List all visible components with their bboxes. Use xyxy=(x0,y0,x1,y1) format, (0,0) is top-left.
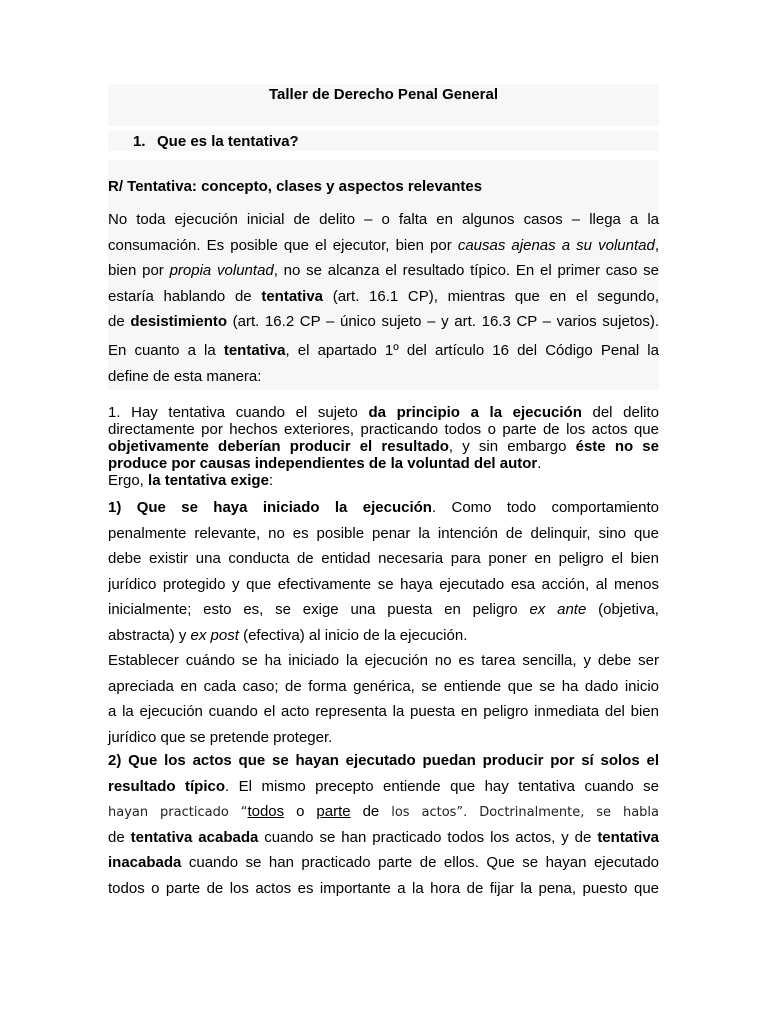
text-line: apreciada en cada caso; de forma genérica, se entiende que se ha dado inicio xyxy=(108,677,659,695)
text-line: inicialmente; esto es, se exige una puesta en peligro ex ante (objetiva, xyxy=(108,601,659,618)
legal-quote xyxy=(108,404,659,489)
document-title: Taller de Derecho Penal General xyxy=(269,86,498,103)
answer-heading: R/ Tentativa: concepto, clases y aspectos relevantes xyxy=(108,178,483,195)
text-line: de desistimiento (art. 16.2 CP – único sujeto – y art. 16.3 CP – varios sujetos). xyxy=(108,313,659,330)
text-line: 1) Que se haya iniciado la ejecución. Como todo comportamiento xyxy=(108,499,659,516)
text-line: Establecer cuándo se ha iniciado la ejecución no es tarea sencilla, y debe ser xyxy=(108,652,659,669)
text-line: objetivamente deberían producir el resultado, y sin embargo éste no se xyxy=(108,438,659,455)
text-line: 2) Que los actos que se hayan ejecutado puedan producir por sí solos el xyxy=(108,752,659,769)
text-line: estaría hablando de tentativa (art. 16.1 CP), mientras que en el segundo, xyxy=(108,287,659,305)
text-line: 1. Hay tentativa cuando el sujeto da principio a la ejecución del delito xyxy=(108,404,659,421)
text-line: inacabada cuando se han practicado parte de ellos. Que se hayan ejecutado xyxy=(108,854,659,871)
text-line: debe existir una conducta de entidad necesaria para poner en peligro el bien xyxy=(108,550,659,567)
paragraph-requirement-1 xyxy=(108,495,659,750)
text-line: todos o parte de los actos es importante a la hora de fijar la pena, puesto que xyxy=(108,879,659,897)
question-number: 1. xyxy=(133,133,146,150)
paragraph-intro xyxy=(108,207,659,335)
text-line: En cuanto a la tentativa, el apartado 1º del artículo 16 del Código Penal la xyxy=(108,342,659,359)
text-line: a la ejecución cuando el acto representa la puesta en peligro inmediata del bien xyxy=(108,703,659,720)
text-line: No toda ejecución inicial de delito – o falta en algunos casos – llega a la xyxy=(108,211,659,228)
question-1 xyxy=(133,133,299,150)
text-line: hayan practicado “todos o parte de los actos”. Doctrinalmente, se habla xyxy=(108,803,659,820)
text-line: Ergo, la tentativa exige: xyxy=(108,472,274,489)
text-line: bien por propia voluntad, no se alcanza el resultado típico. En el primer caso se xyxy=(108,262,659,279)
text-line: resultado típico. El mismo precepto entiende que hay tentativa cuando se xyxy=(108,777,659,795)
text-line: directamente por hechos exteriores, practicando todos o parte de los actos que xyxy=(108,421,659,438)
text-line: jurídico protegido y que efectivamente se haya ejecutado esa acción, al menos xyxy=(108,575,659,593)
text-line: de tentativa acabada cuando se han practicado todos los actos, y de tentativa xyxy=(108,828,659,846)
text-line: produce por causas independientes de la voluntad del autor. xyxy=(108,455,542,472)
text-line: jurídico que se pretende proteger. xyxy=(108,728,333,746)
paragraph-definition-intro xyxy=(108,338,659,389)
text-line: consumación. Es posible que el ejecutor, bien por causas ajenas a su voluntad, xyxy=(108,236,659,254)
paragraph-requirement-2 xyxy=(108,748,659,901)
text-line: penalmente relevante, no es posible penar la intención de delinquir, sino que xyxy=(108,524,659,542)
text-line: abstracta) y ex post (efectiva) al inicio de la ejecución. xyxy=(108,626,468,644)
text-line: define de esta manera: xyxy=(108,367,262,385)
question-text: Que es la tentativa? xyxy=(157,133,299,150)
